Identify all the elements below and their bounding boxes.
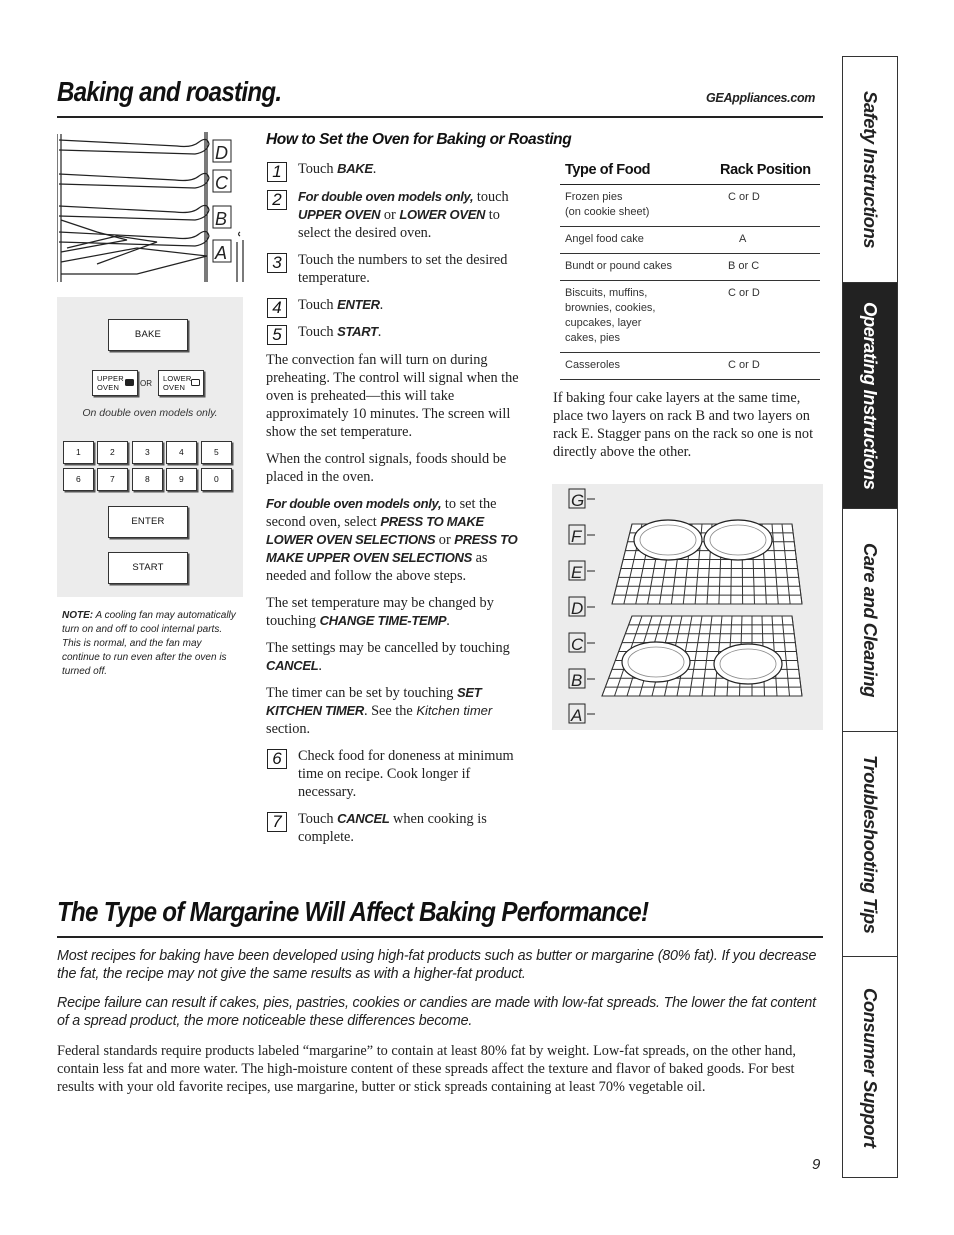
- tab-label: Consumer Support: [860, 987, 881, 1148]
- step-number: 3: [267, 253, 287, 273]
- or-label: OR: [140, 379, 152, 388]
- step-5: [266, 323, 528, 344]
- rack-label-g: G: [571, 491, 585, 510]
- step-keyword: BAKE: [337, 161, 373, 176]
- timer-paragraph: [266, 684, 530, 738]
- cake-pan-icon: [622, 642, 690, 682]
- paragraph-text: The timer can be set by touching: [266, 685, 457, 701]
- paragraph-keyword: CANCEL: [266, 658, 319, 673]
- paragraph-text: . See the: [363, 703, 417, 719]
- step-keyword: CANCEL: [337, 811, 390, 826]
- step-keyword: ENTER: [337, 297, 380, 312]
- food-cell: Casseroles: [565, 359, 621, 371]
- step-7: [266, 810, 528, 846]
- paragraph-text: or: [435, 532, 455, 548]
- step-text: touch: [473, 189, 509, 205]
- oven-rack-label: D: [215, 143, 228, 163]
- step-3: [266, 251, 528, 287]
- rack-label-a: A: [571, 706, 583, 725]
- food-cell: Frozen pies (on cookie sheet): [565, 191, 650, 218]
- table-row: [560, 353, 820, 380]
- step-text: .: [379, 297, 384, 313]
- oven-rack-label: A: [215, 243, 228, 263]
- change-temp-paragraph: [266, 594, 530, 630]
- page-title: Baking and roasting.: [57, 76, 282, 107]
- step-text: Touch: [298, 297, 338, 313]
- table-row: [560, 281, 820, 353]
- section-tabs: [842, 56, 898, 1178]
- margarine-paragraph-2: Recipe failure can result if cakes, pies, pastries, cookies or candies are made with low-fat spreads. The lower the fat content of a spread product, the more noticeable these differences become.: [57, 995, 816, 1029]
- paragraph-text: section.: [266, 721, 311, 737]
- paragraph-text: .: [318, 658, 322, 674]
- tab-label: Operating Instructions: [860, 301, 881, 490]
- start-button[interactable]: START: [108, 552, 188, 584]
- step-number: 6: [267, 749, 287, 769]
- bake-button[interactable]: BAKE: [108, 319, 188, 351]
- lower-oven-label: LOWER: [163, 374, 192, 383]
- paragraph-keyword: PRESS TO MAKE LOWER OVEN SELECTIONS: [266, 514, 484, 547]
- control-panel: [57, 297, 243, 597]
- step-text: .: [377, 324, 382, 340]
- step-keyword: UPPER OVEN: [298, 207, 381, 222]
- step-text: Touch the numbers to set the desired temperature.: [298, 252, 508, 286]
- rack-positions-diagram: [552, 484, 823, 730]
- tab-label: Care and Cleaning: [860, 543, 881, 697]
- convection-paragraph: The convection fan will turn on during preheating. The control will signal when the oven is preheated—this will take approximately 10 minutes. The screen will show the set temperature.: [266, 352, 519, 440]
- step-number: 5: [267, 325, 287, 345]
- step-text: to select the desired oven.: [298, 207, 500, 241]
- indicator-light-icon: [125, 379, 134, 386]
- oven-rack-label: B: [215, 209, 228, 229]
- how-to-heading: How to Set the Oven for Baking or Roasting: [266, 131, 572, 148]
- number-key-2[interactable]: 2: [97, 441, 128, 464]
- cake-pan-icon: [714, 644, 782, 684]
- signal-paragraph: When the control signals, foods should be placed in the oven.: [266, 451, 507, 485]
- tab-consumer-support[interactable]: [843, 957, 897, 1178]
- rack-label-d: D: [571, 599, 584, 618]
- tab-troubleshooting-tips[interactable]: [843, 732, 897, 957]
- step-1: [266, 160, 528, 181]
- paragraph-text: The set temperature may be changed by touching: [266, 595, 494, 629]
- enter-button[interactable]: ENTER: [108, 506, 188, 538]
- table-row: [560, 185, 820, 227]
- lower-oven-label: OVEN: [163, 383, 186, 392]
- rack-label-e: E: [571, 563, 583, 582]
- step-text: Touch: [298, 811, 338, 827]
- cooling-fan-note: [62, 609, 242, 679]
- note-text: A cooling fan may automatically turn on and off to cool internal parts. This is normal, and the fan may continue to run even after the oven is turned off.: [62, 610, 236, 677]
- step-6: [266, 747, 528, 801]
- step-text: when cooking is complete.: [298, 811, 487, 845]
- number-key-4[interactable]: 4: [166, 441, 197, 464]
- page-number: 9: [812, 1156, 821, 1173]
- rack-label-c: C: [571, 635, 584, 654]
- step-keyword: LOWER OVEN: [399, 207, 486, 222]
- column-header-rack: Rack Position: [720, 162, 811, 178]
- title-rule: [57, 116, 823, 118]
- double-oven-paragraph: [266, 495, 530, 585]
- cake-pan-icon: [704, 520, 772, 560]
- column-header-food: Type of Food: [565, 162, 651, 178]
- step-number: 7: [267, 812, 287, 832]
- step-keyword: START: [337, 324, 378, 339]
- indicator-light-icon: [191, 379, 200, 386]
- rack-cell: B or C: [728, 260, 760, 272]
- rack-cell: C or D: [728, 359, 760, 371]
- panel-caption: On double oven models only.: [82, 407, 218, 419]
- food-cell: Angel food cake: [565, 233, 644, 245]
- rack-label-f: F: [571, 527, 582, 546]
- tab-safety-instructions[interactable]: [843, 57, 897, 283]
- step-number: 1: [267, 162, 287, 182]
- oven-rack-illustration: [57, 132, 245, 282]
- step-number: 2: [267, 190, 287, 210]
- step-2: [266, 188, 528, 242]
- rack-cell: C or D: [728, 191, 760, 203]
- paragraph-keyword: CHANGE TIME-TEMP: [319, 613, 447, 628]
- table-row: [560, 254, 820, 281]
- paragraph-text: .: [446, 613, 450, 629]
- paragraph-italic: Kitchen timer: [416, 703, 493, 718]
- cake-pan-icon: [634, 520, 702, 560]
- tab-label: Troubleshooting Tips: [860, 754, 881, 934]
- margarine-heading: The Type of Margarine Will Affect Baking Performance!: [57, 896, 649, 927]
- section-rule: [57, 936, 823, 938]
- cancel-paragraph: [266, 639, 530, 675]
- paragraph-keyword: SET KITCHEN TIMER: [266, 685, 482, 718]
- number-key-5[interactable]: 5: [201, 441, 232, 464]
- paragraph-text: The settings may be cancelled by touching: [266, 640, 510, 656]
- margarine-paragraph-3: Federal standards require products labeled “margarine” to contain at least 80% fat by weight. Low-fat spreads, on the other hand, contain less fat and more water. The high-moisture content of these spreads affect the texture and flavor of baked goods. For best results with your old favorite recipes, use margarine, butter or stick spreads containing at least 70% vegetable oil.: [57, 1043, 796, 1095]
- number-key-9[interactable]: 9: [166, 468, 197, 491]
- food-cell: Biscuits, muffins, brownies, cookies, cupcakes, layer cakes, pies: [565, 287, 656, 344]
- rack-cell: A: [739, 233, 747, 245]
- margarine-paragraph-1: Most recipes for baking have been developed using high-fat products such as butter or margarine (80% fat). If you decrease the fat, the recipe may not give the same results as with a higher-fat product.: [57, 948, 817, 982]
- upper-oven-label: UPPER: [97, 374, 124, 383]
- paragraph-keyword: PRESS TO MAKE UPPER OVEN SELECTIONS: [266, 532, 518, 565]
- number-key-1[interactable]: 1: [63, 441, 94, 464]
- step-text: Touch: [298, 324, 338, 340]
- rack-label-b: B: [571, 671, 583, 690]
- number-key-7[interactable]: 7: [97, 468, 128, 491]
- site-url[interactable]: GEAppliances.com: [706, 91, 816, 105]
- table-header: [560, 160, 820, 185]
- number-key-8[interactable]: 8: [132, 468, 163, 491]
- table-row: [560, 227, 820, 254]
- upper-oven-label: OVEN: [97, 383, 120, 392]
- step-keyword: For double oven models only,: [298, 189, 474, 204]
- number-key-6[interactable]: 6: [63, 468, 94, 491]
- paragraph-text: to set the second oven, select: [266, 496, 497, 530]
- lower-oven-button[interactable]: [158, 370, 204, 396]
- step-text: Touch: [298, 161, 338, 177]
- upper-oven-button[interactable]: [92, 370, 138, 396]
- step-text: Check food for doneness at minimum time on recipe. Cook longer if necessary.: [298, 748, 514, 800]
- step-number: 4: [267, 298, 287, 318]
- paragraph-text: as needed and follow the above steps.: [266, 550, 488, 584]
- oven-rack-label: C: [215, 173, 228, 193]
- rack-position-table: [560, 160, 820, 380]
- number-key-3[interactable]: 3: [132, 441, 163, 464]
- number-key-0[interactable]: 0: [201, 468, 232, 491]
- food-cell: Bundt or pound cakes: [565, 260, 673, 272]
- tab-care-and-cleaning[interactable]: [843, 509, 897, 732]
- step-text: or: [380, 207, 400, 223]
- step-text: .: [372, 161, 377, 177]
- rack-cell: C or D: [728, 287, 760, 299]
- tab-label: Safety Instructions: [860, 90, 881, 249]
- paragraph-keyword: For double oven models only,: [266, 496, 442, 511]
- tab-operating-instructions[interactable]: [843, 283, 897, 509]
- step-4: [266, 296, 528, 317]
- cake-layers-paragraph: If baking four cake layers at the same time, place two layers on rack B and two layers on rack E. Stagger pans on the rack so one is not directly above the other.: [553, 390, 814, 460]
- note-label: NOTE:: [62, 610, 94, 621]
